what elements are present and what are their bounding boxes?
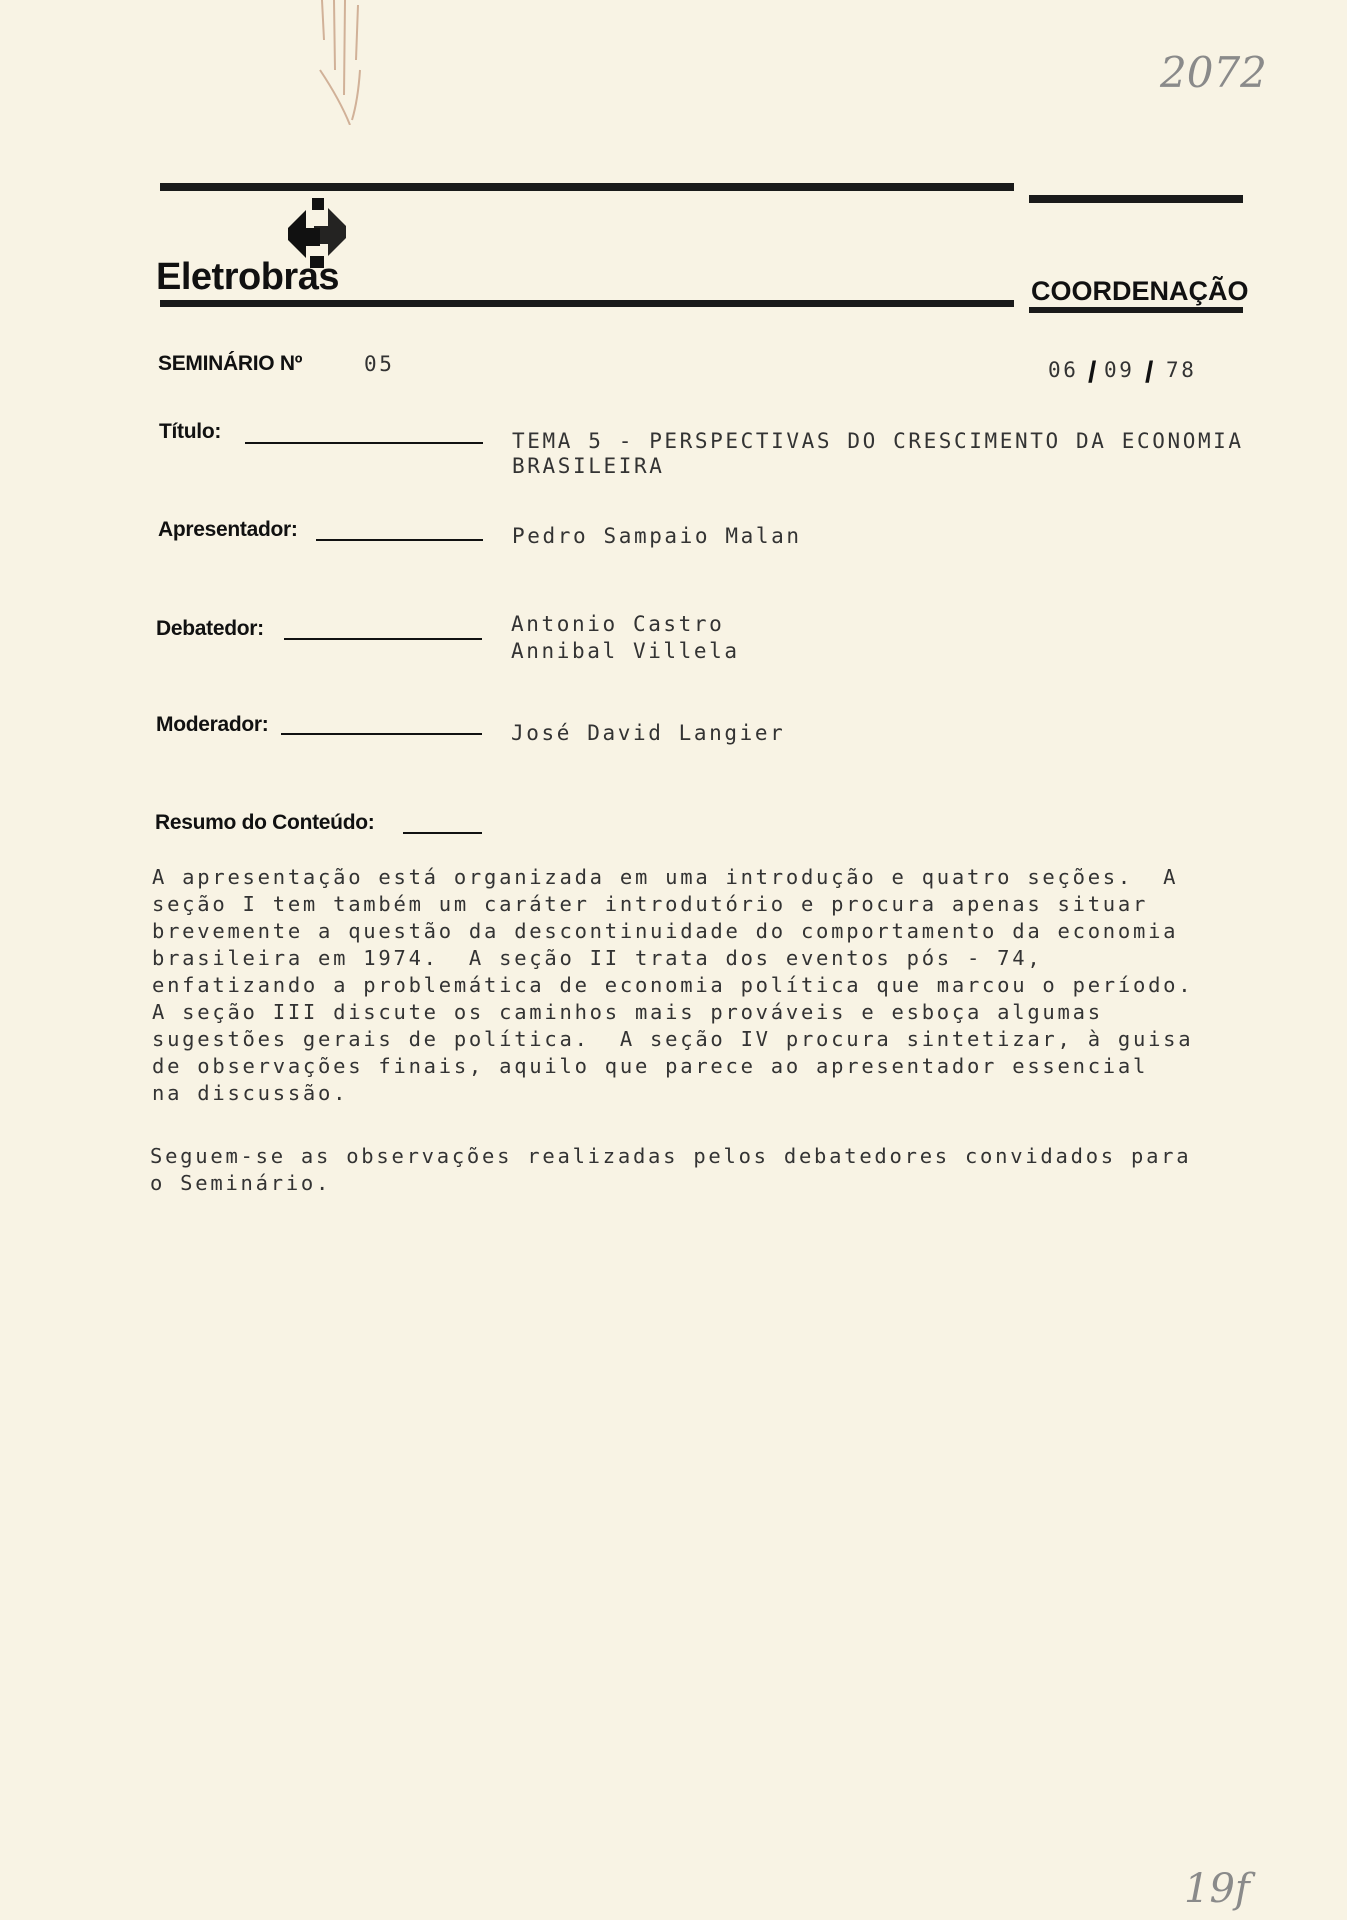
resumo-underline (403, 832, 482, 834)
header-top-rule-right (1029, 195, 1243, 203)
debatedor-label: Debatedor: (156, 617, 264, 640)
date-day: 06 (1048, 358, 1079, 382)
date-month: 09 (1104, 358, 1135, 382)
header-top-rule-left (160, 183, 1014, 191)
summary-line: na discussão. (152, 1081, 349, 1105)
handwritten-page-number: 2072 (1160, 48, 1267, 97)
seminario-number: 05 (364, 352, 395, 376)
apresentador-underline (316, 539, 483, 541)
staple-mark (300, 0, 390, 125)
date-separator-2: / (1145, 356, 1154, 389)
header-bottom-rule-left (160, 300, 1014, 307)
coordenacao-heading: COORDENAÇÃO (1031, 276, 1249, 306)
summary-line: brasileira em 1974. A seção II trata dos eventos pós - 74, (152, 946, 1043, 970)
moderador-label: Moderador: (156, 713, 269, 736)
titulo-label: Título: (159, 420, 222, 443)
titulo-value-line1: TEMA 5 - PERSPECTIVAS DO CRESCIMENTO DA ECONOMIA (512, 429, 1244, 453)
apresentador-value: Pedro Sampaio Malan (512, 524, 802, 548)
header-bottom-rule-right (1029, 307, 1243, 313)
date-year: 78 (1166, 358, 1197, 382)
apresentador-label: Apresentador: (158, 518, 298, 541)
debatedor-value-1: Antonio Castro (511, 612, 725, 636)
summary-line: A seção III discute os caminhos mais prováveis e esboça algumas (152, 1000, 1103, 1024)
summary-line: sugestões gerais de política. A seção IV procura sintetizar, à guisa (152, 1027, 1194, 1051)
summary-line: o Seminário. (150, 1171, 332, 1195)
date-separator-1: / (1088, 356, 1097, 389)
summary-line: de observações finais, aquilo que parece ao apresentador essencial (152, 1054, 1149, 1078)
debatedor-value-2: Annibal Villela (511, 639, 740, 663)
summary-line: seção I tem também um caráter introdutório e procura apenas situar (152, 892, 1149, 916)
summary-line: Seguem-se as observações realizadas pelos debatedores convidados para (150, 1144, 1192, 1168)
summary-line: enfatizando a problemática de economia política que marcou o período. (152, 973, 1194, 997)
seminario-label: SEMINÁRIO Nº (158, 352, 303, 375)
summary-line: A apresentação está organizada em uma introdução e quatro seções. A (152, 865, 1179, 889)
resumo-label: Resumo do Conteúdo: (155, 811, 375, 834)
debatedor-underline (284, 638, 482, 640)
handwritten-folio: 19f (1184, 1866, 1250, 1912)
logo-wordmark: Eletrobras (156, 256, 339, 298)
titulo-value-line2: BRASILEIRA (512, 454, 665, 478)
summary-line: brevemente a questão da descontinuidade do comportamento da economia (152, 919, 1179, 943)
moderador-value: José David Langier (511, 721, 786, 745)
titulo-underline (245, 442, 483, 444)
moderador-underline (281, 733, 482, 735)
